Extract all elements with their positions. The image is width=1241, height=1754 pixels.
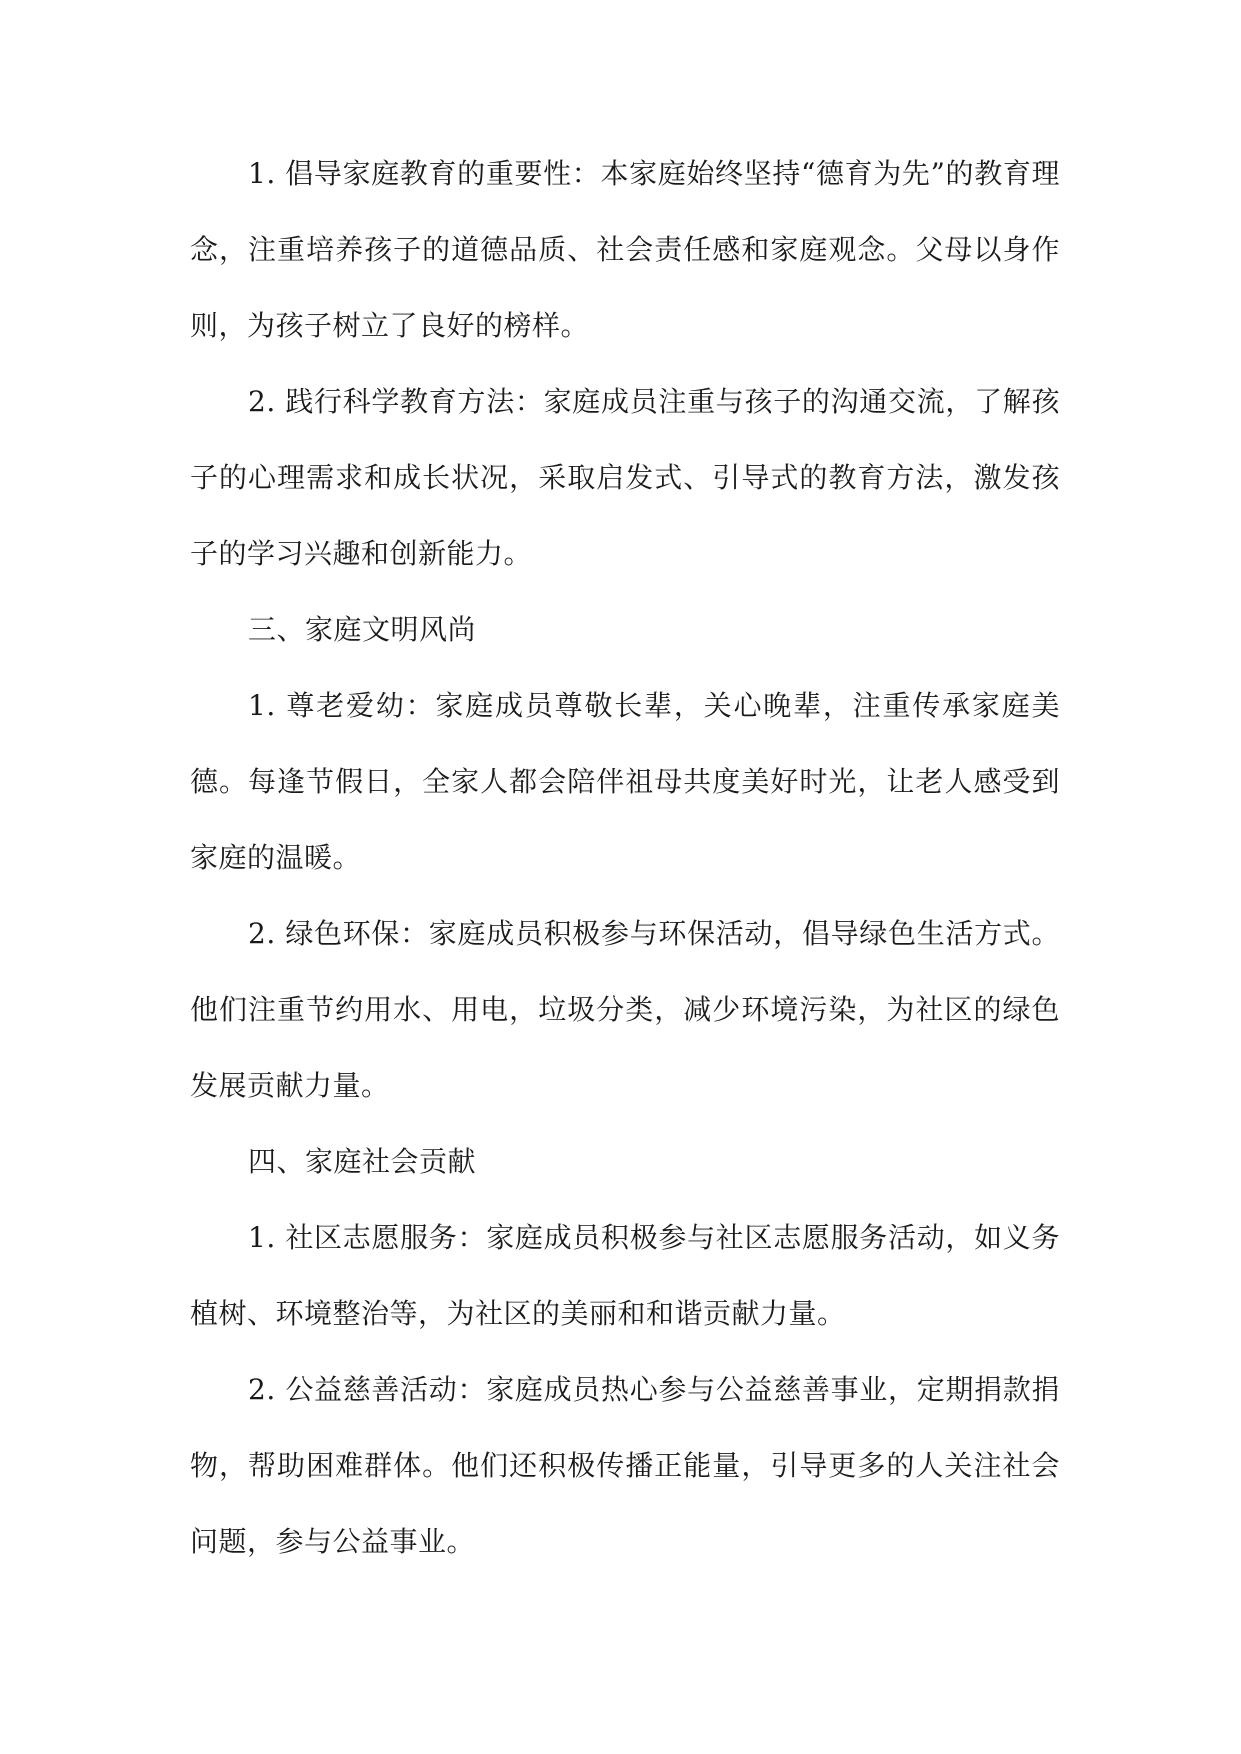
- paragraph-community-volunteer: 1. 社区志愿服务：家庭成员积极参与社区志愿服务活动，如义务植树、环境整治等，为社区的美丽和和谐贡献力量。: [190, 1221, 1060, 1330]
- paragraph-scientific-education-methods: 2. 践行科学教育方法：家庭成员注重与孩子的沟通交流，了解孩子的心理需求和成长状况，采取启发式、引导式的教育方法，激发孩子的学习兴趣和创新能力。: [190, 385, 1060, 570]
- paragraph-respect-elders: 1. 尊老爱幼：家庭成员尊敬长辈，关心晚辈，注重传承家庭美德。每逢节假日，全家人都会陪伴祖母共度美好时光，让老人感受到家庭的温暖。: [190, 689, 1060, 874]
- section-heading-family-civility: 三、家庭文明风尚: [248, 613, 477, 646]
- paragraph-public-charity: 2. 公益慈善活动：家庭成员热心参与公益慈善事业，定期捐款捐物，帮助困难群体。他们还积极传播正能量，引导更多的人关注社会问题，参与公益事业。: [190, 1373, 1060, 1558]
- section-heading-social-contribution: 四、家庭社会贡献: [248, 1145, 477, 1178]
- paragraph-family-education-importance: 1. 倡导家庭教育的重要性：本家庭始终坚持“德育为先”的教育理念，注重培养孩子的道德品质、社会责任感和家庭观念。父母以身作则，为孩子树立了良好的榜样。: [190, 157, 1060, 342]
- paragraph-green-environment: 2. 绿色环保：家庭成员积极参与环保活动，倡导绿色生活方式。他们注重节约用水、用电，垃圾分类，减少环境污染，为社区的绿色发展贡献力量。: [190, 917, 1060, 1102]
- document-body: [190, 136, 1060, 1580]
